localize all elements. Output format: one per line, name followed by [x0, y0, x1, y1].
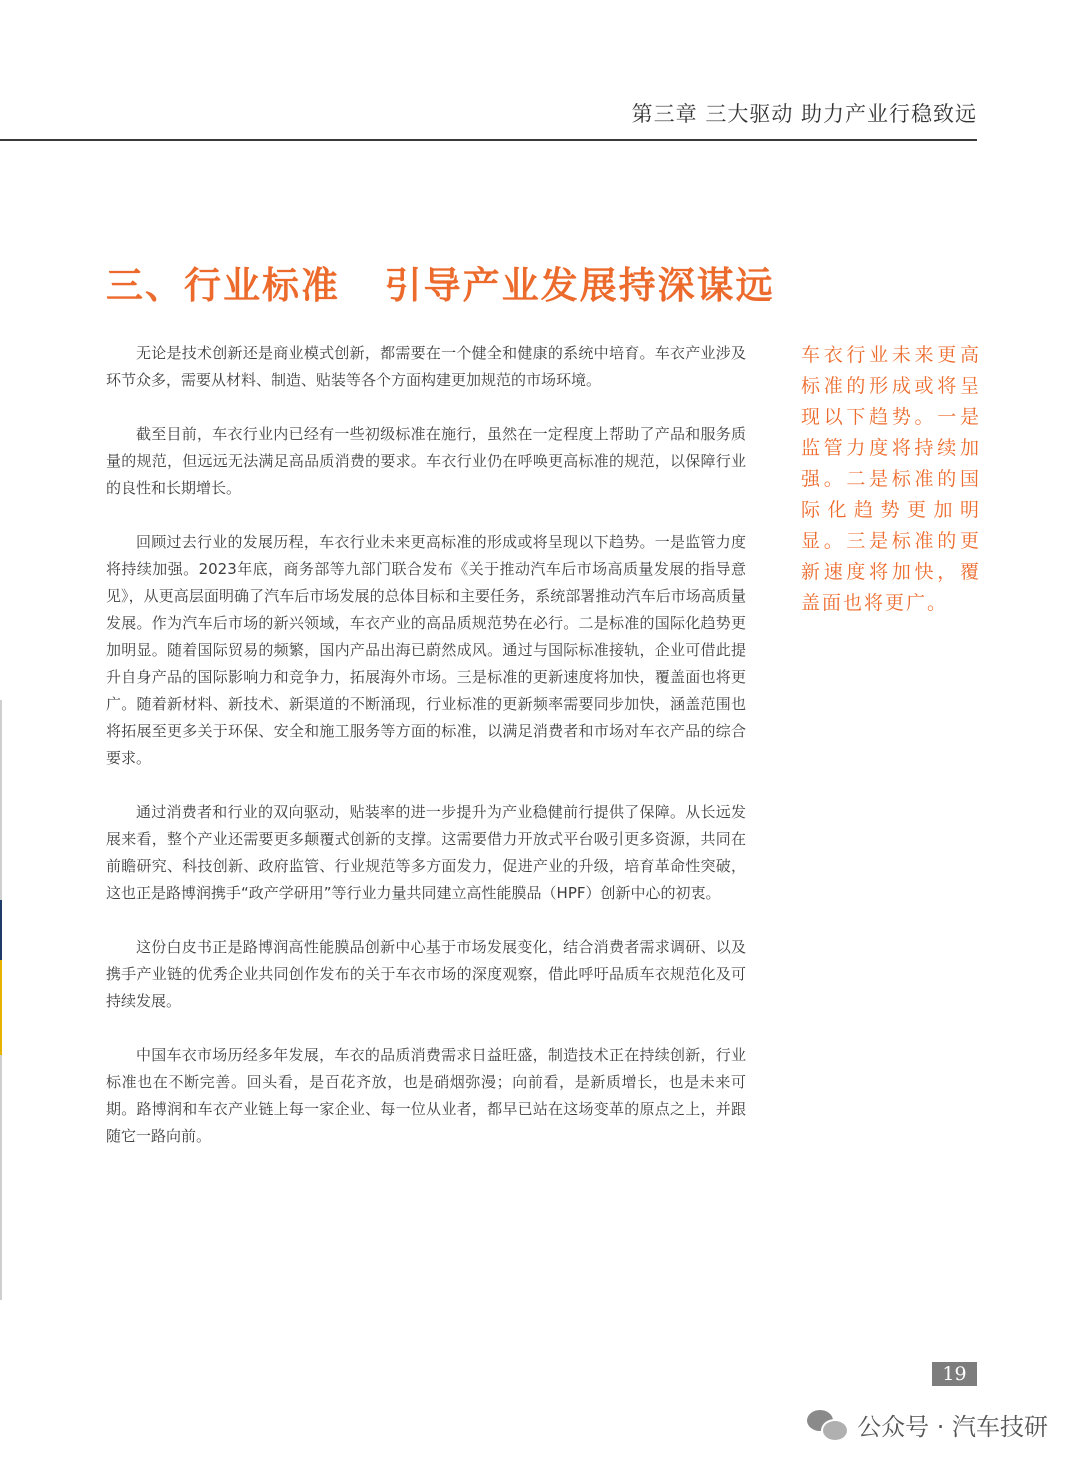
page-edge-strip [0, 700, 2, 900]
page-edge-strip [0, 960, 2, 1055]
watermark-text: 公众号 · 汽车技研 [857, 1412, 1048, 1441]
page-edge-strip [0, 1055, 2, 1300]
paragraph: 这份白皮书正是路博润高性能膜品创新中心基于市场发展变化，结合消费者需求调研、以及携手产业链的优秀企业共同创作发布的关于车衣市场的深度观察，借此呼吁品质车衣规范化及可持续发展。 [106, 938, 746, 1010]
paragraph: 无论是技术创新还是商业模式创新，都需要在一个健全和健康的系统中培育。车衣产业涉及环节众多，需要从材料、制造、贴装等各个方面构建更加规范的市场环境。 [106, 344, 746, 389]
watermark [807, 1402, 1048, 1446]
chapter-header: 第三章 三大驱动 助力产业行稳致远 [631, 102, 977, 126]
paragraph: 中国车衣市场历经多年发展，车衣的品质消费需求日益旺盛，制造技术正在持续创新，行业标准也在不断完善。回头看，是百花齐放，也是硝烟弥漫；向前看，是新质增长，也是未来可期。路博润和车衣产业链上每一家企业、每一位从业者，都早已站在这场变革的原点之上，并跟随它一路向前。 [106, 1046, 746, 1145]
paragraph: 回顾过去行业的发展历程，车衣行业未来更高标准的形成或将呈现以下趋势。一是监管力度将持续加强。2023年底，商务部等九部门联合发布《关于推动汽车后市场高质量发展的指导意见》，从更高层面明确了汽车后市场发展的总体目标和主要任务，系统部署推动汽车后市场高质量发展。作为汽车后市场的新兴领域，车衣产业的高品质规范势在必行。二是标准的国际化趋势更加明显。随着国际贸易的频繁，国内产品出海已蔚然成风。通过与国际标准接轨，企业可借此提升自身产品的国际影响力和竞争力，拓展海外市场。三是标准的更新速度将加快，覆盖面也将更广。随着新材料、新技术、新渠道的不断涌现，行业标准的更新频率需要同步加快，涵盖范围也将拓展至更多关于环保、安全和施工服务等方面的标准，以满足消费者和市场对车衣产品的综合要求。 [106, 533, 746, 767]
paragraph: 通过消费者和行业的双向驱动，贴装率的进一步提升为产业稳健前行提供了保障。从长远发展来看，整个产业还需要更多颠覆式创新的支撑。这需要借力开放式平台吸引更多资源，共同在前瞻研究、科技创新、政府监管、行业规范等多方面发力，促进产业的升级，培育革命性突破，这也正是路博润携手“政产学研用”等行业力量共同建立高性能膜品（HPF）创新中心的初衷。 [106, 803, 746, 902]
sidebar-pull-quote: 车衣行业未来更高标准的形成或将呈现以下趋势。一是监管力度将持续加强。二是标准的国际化趋势更加明显。三是标准的更新速度将加快，覆盖面也将更广。 [801, 344, 981, 614]
wechat-icon [807, 1408, 847, 1440]
section-title: 三、行业标准 引导产业发展持深谋远 [106, 264, 775, 307]
page-number: 19 [932, 1362, 977, 1386]
page-edge-strip [0, 900, 2, 960]
header-divider [0, 139, 977, 141]
body-text [106, 340, 746, 1177]
paragraph: 截至目前，车衣行业内已经有一些初级标准在施行，虽然在一定程度上帮助了产品和服务质量的规范，但远远无法满足高品质消费的要求。车衣行业仍在呼唤更高标准的规范，以保障行业的良性和长期增长。 [106, 425, 746, 497]
